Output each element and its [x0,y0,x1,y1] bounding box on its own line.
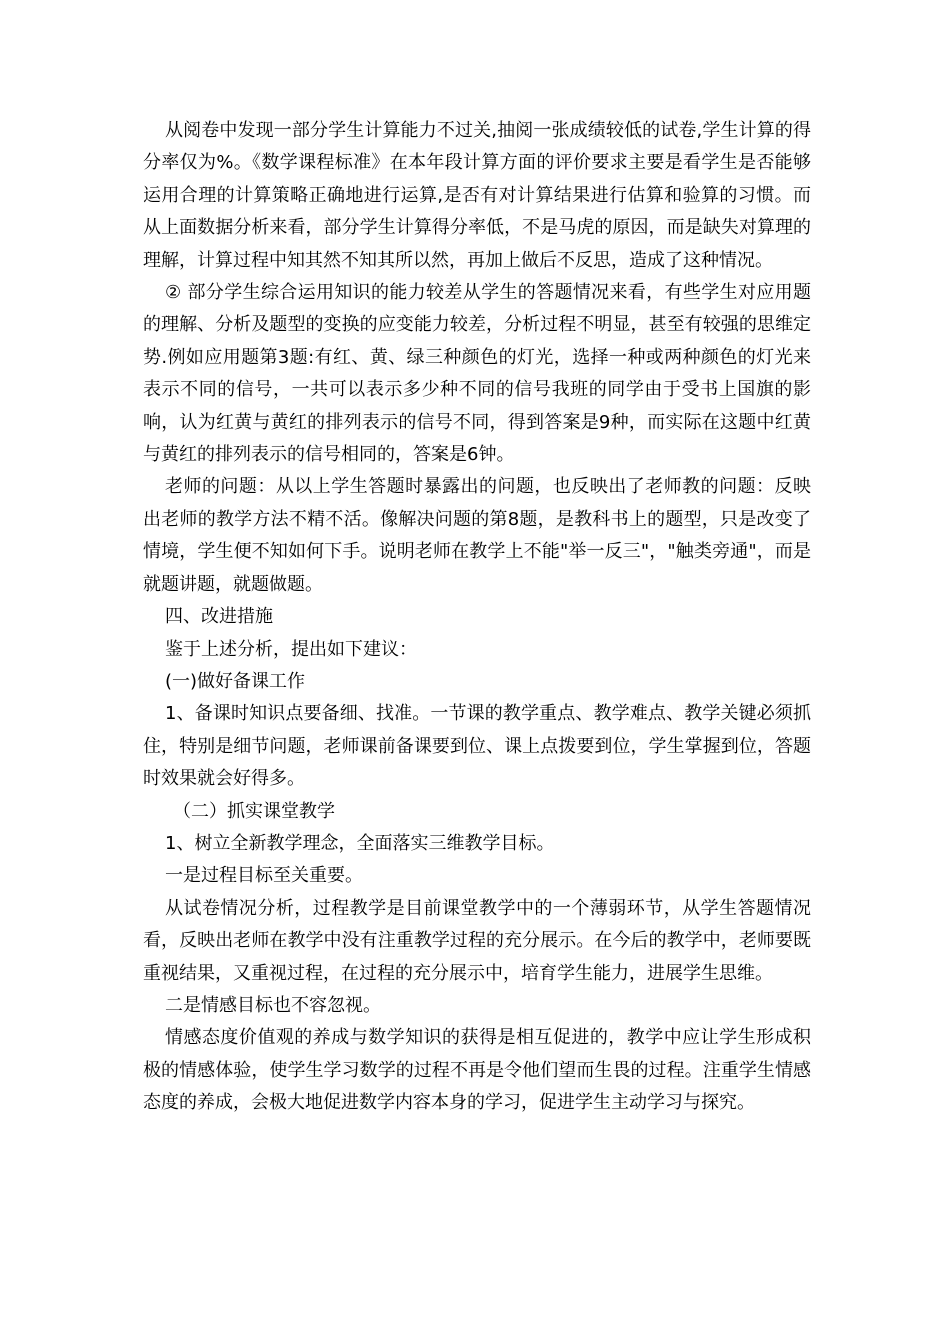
document-body [143,115,811,1120]
subheading-classroom-teaching: （二）抓实课堂教学 [173,800,335,822]
paragraph-calculation-analysis: 从阅卷中发现一部分学生计算能力不过关,抽阅一张成绩较低的试卷,学生计算的得分率仅为%。《数学课程标准》在本年段计算方面的评价要求主要是看学生是否能够运用合理的计算策略正确地进行运算,是否有对计算结果进行估算和验算的习惯。而从上面数据分析来看，部分学生计算得分率低，不是马虎的原因，而是缺失对算理的理解，计算过程中知其然不知其所以然，再加上做后不反思，造成了这种情况。 [143,120,811,271]
paragraph-application-ability: ② 部分学生综合运用知识的能力较差从学生的答题情况来看，有些学生对应用题的理解、分析及题型的变换的应变能力较差，分析过程不明显，甚至有较强的思维定势.例如应用题第3题:有红、黄、绿三种颜色的灯光，选择一种或两种颜色的灯光来表示不同的信号，一共可以表示多少种不同的信号我班的同学由于受书上国旗的影响，认为红黄与黄红的排列表示的信号不同，得到答案是9种，而实际在这题中红黄与黄红的排列表示的信号相同的，答案是6钟。 [143,282,811,466]
paragraph-emotion-goal-heading: 二是情感目标也不容忽视。 [165,994,381,1016]
paragraph-emotion-goal-detail: 情感态度价值观的养成与数学知识的获得是相互促进的，教学中应让学生形成积极的情感体验，使学生学习数学的过程不再是令他们望而生畏的过程。注重学生情感态度的养成，会极大地促进数学内容本身的学习，促进学生主动学习与探究。 [143,1027,811,1114]
paragraph-suggestions-intro: 鉴于上述分析，提出如下建议： [165,638,417,660]
paragraph-teacher-problems: 老师的问题：从以上学生答题时暴露出的问题，也反映出了老师教的问题：反映出老师的教学方法不精不活。像解决问题的第8题，是教科书上的题型，只是改变了情境，学生便不知如何下手。说明老师在教学上不能"举一反三"，"触类旁通"，而是就题讲题，就题做题。 [143,476,811,595]
subheading-lesson-prep: (一)做好备课工作 [165,670,306,692]
paragraph-process-goal-detail: 从试卷情况分析，过程教学是目前课堂教学中的一个薄弱环节，从学生答题情况看，反映出老师在教学中没有注重教学过程的充分展示。在今后的教学中，老师要既重视结果，又重视过程，在过程的充分展示中，培育学生能力，进展学生思维。 [143,897,811,984]
paragraph-three-dimensional-goals: 1、树立全新教学理念，全面落实三维教学目标。 [165,832,555,854]
section-heading-improvement: 四、改进措施 [165,606,273,628]
paragraph-process-goal-heading: 一是过程目标至关重要。 [165,865,363,887]
paragraph-lesson-prep-detail: 1、备课时知识点要备细、找准。一节课的教学重点、教学难点、教学关键必须抓住，特别是细节问题，老师课前备课要到位、课上点拨要到位，学生掌握到位，答题时效果就会好得多。 [143,703,811,790]
